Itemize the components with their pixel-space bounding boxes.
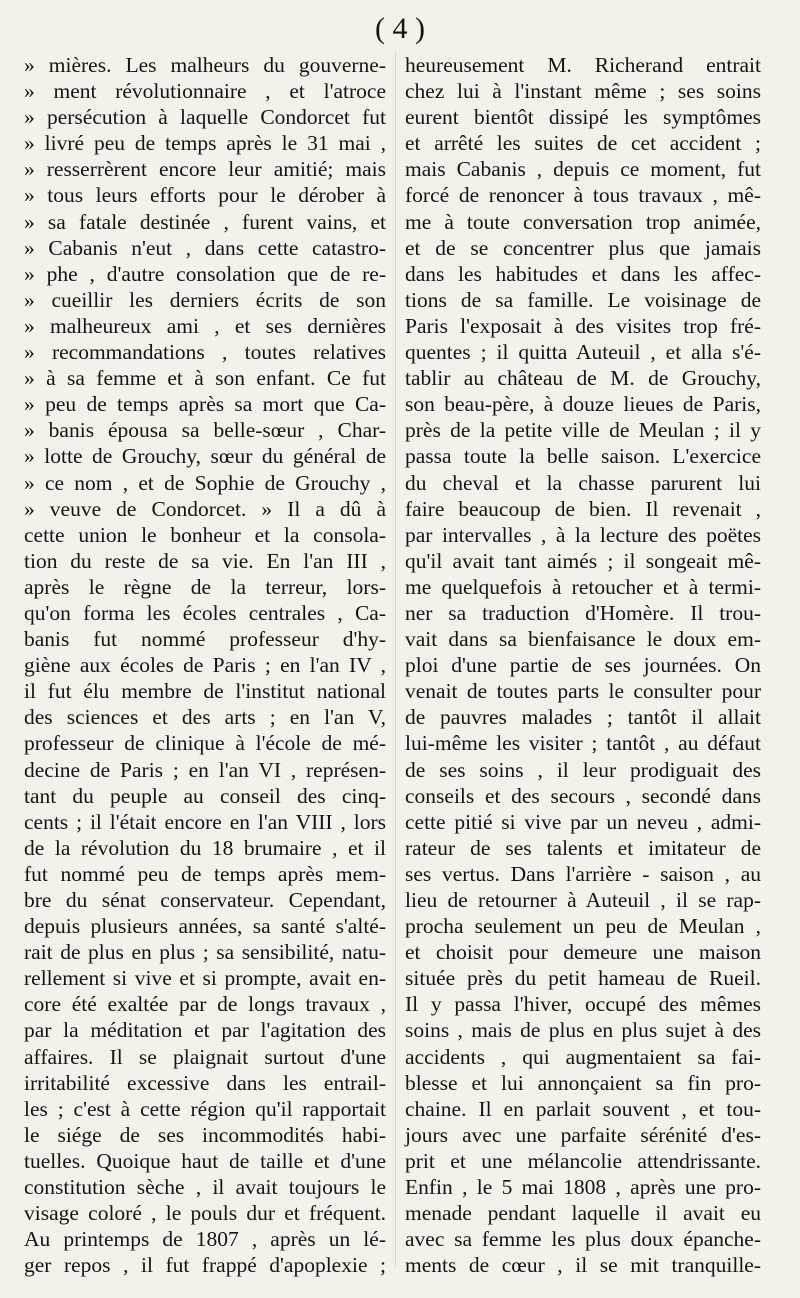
text-line: menade pendant laquelle il avait eu: [405, 1201, 761, 1226]
text-line: » recommandations , toutes relatives: [24, 340, 386, 365]
text-line: » sa fatale destinée , furent vains, et: [24, 209, 386, 234]
text-line: venait de toutes parts le consulter pour: [405, 679, 761, 704]
text-line: » veuve de Condorcet. » Il a dû à: [24, 496, 386, 521]
text-line: vait dans sa bienfaisance le doux em-: [405, 627, 761, 652]
text-line: Paris l'exposait à des visites trop fré-: [405, 313, 761, 338]
text-line: giène aux écoles de Paris ; en l'an IV ,: [24, 653, 386, 678]
text-line: » à sa femme et à son enfant. Ce fut: [24, 366, 386, 391]
text-line: me à toute conversation trop animée,: [405, 209, 761, 234]
text-line: tant du peuple au conseil des cinq-: [24, 783, 386, 808]
text-line: ner sa traduction d'Homère. Il trou-: [405, 600, 761, 625]
text-line: de la révolution du 18 brumaire , et il: [24, 835, 386, 860]
text-line: après le règne de la terreur, lors-: [24, 574, 386, 599]
right-text-column: [405, 52, 761, 1278]
text-line: lieu de retourner à Auteuil , il se rap-: [405, 888, 761, 912]
text-line: » Cabanis n'eut , dans cette catastro-: [24, 235, 386, 260]
text-line: cette union le bonheur et la consola-: [24, 522, 386, 547]
text-line: et choisit pour demeure une maison: [405, 940, 761, 965]
text-line: » ce nom , et de Sophie de Grouchy ,: [24, 470, 386, 495]
text-line: des sciences et des arts ; en l'an V,: [24, 705, 386, 730]
text-line: professeur de clinique à l'école de mé-: [24, 731, 386, 756]
text-line: visage coloré , le pouls dur et fréquent.: [24, 1201, 386, 1226]
text-line: irritabilité excessive dans les entrail-: [24, 1070, 386, 1095]
text-line: près de la petite ville de Meulan ; il y: [405, 418, 761, 443]
text-line: Au printemps de 1807 , après un lé-: [24, 1227, 386, 1252]
text-line: tuelles. Quoique haut de taille et d'une: [24, 1148, 386, 1173]
text-line: Enfin , le 5 mai 1808 , après une pro-: [405, 1175, 761, 1200]
text-line: lui-même les visiter ; tantôt , au défaut: [405, 731, 761, 756]
text-line: conseils et des secours , secondé dans: [405, 783, 761, 808]
text-line: heureusement M. Richerand entrait: [405, 53, 761, 77]
text-line: quentes ; il quitta Auteuil , et alla s'é-: [405, 340, 761, 365]
text-line: du cheval et la chasse parurent lui: [405, 470, 761, 495]
text-line: le siége de ses incommodités habi-: [24, 1122, 386, 1147]
text-line: dans les habitudes et dans les affec-: [405, 261, 761, 286]
text-line: » livré peu de temps après le 31 mai ,: [24, 131, 386, 156]
text-line: me quelquefois à retoucher et à termi-: [405, 574, 761, 599]
text-line: de ses soins , il leur prodiguait des: [405, 757, 761, 782]
text-line: cette pitié si vive par un neveu , admi-: [405, 809, 761, 834]
text-line: rateur de ses talents et imitateur de: [405, 835, 761, 860]
text-line: par la méditation et par l'agitation des: [24, 1018, 386, 1043]
text-line: chaine. Il en parlait souvent , et tou-: [405, 1096, 761, 1121]
text-line: prit et une mélancolie attendrissante.: [405, 1148, 761, 1173]
text-line: blesse et lui annonçaient sa fin pro-: [405, 1070, 761, 1095]
text-line: decine de Paris ; en l'an VI , représen-: [24, 757, 386, 782]
text-line: passa toute la belle saison. L'exercice: [405, 444, 761, 469]
text-line: ploi d'une partie de ses journées. On: [405, 653, 761, 678]
text-line: tions de sa famille. Le voisinage de: [405, 287, 761, 312]
text-line: fut nommé peu de temps après mem-: [24, 861, 386, 886]
text-line: il fut élu membre de l'institut national: [24, 679, 386, 704]
text-line: accidents , qui augmentaient sa fai-: [405, 1044, 761, 1069]
text-line: bre du sénat conservateur. Cependant,: [24, 888, 386, 912]
text-line: » mières. Les malheurs du gouverne-: [24, 53, 386, 77]
text-line: » persécution à laquelle Condorcet fut: [24, 105, 386, 130]
left-text-column: [24, 52, 386, 1278]
text-line: banis fut nommé professeur d'hy-: [24, 627, 386, 652]
text-line: cents ; il l'était encore en l'an VIII , lors: [24, 809, 386, 834]
text-line: soins , mais de plus en plus sujet à des: [405, 1018, 761, 1043]
text-line: ses vertus. Dans l'arrière - saison , au: [405, 861, 761, 886]
page-number: ( 4 ): [375, 12, 425, 45]
text-line: » resserrèrent encore leur amitié; mais: [24, 157, 386, 182]
text-line: son beau-père, à douze lieues de Paris,: [405, 392, 761, 417]
text-line: et de se concentrer plus que jamais: [405, 235, 761, 260]
text-line: constitution sèche , il avait toujours le: [24, 1175, 386, 1200]
text-line: qu'on forma les écoles centrales , Ca-: [24, 600, 386, 625]
text-line: rellement si vive et si prompte, avait en-: [24, 966, 386, 991]
text-line: tablir au château de M. de Grouchy,: [405, 366, 761, 391]
text-line: faire beaucoup de bien. Il revenait ,: [405, 496, 761, 521]
text-line: » ment révolutionnaire , et l'atroce: [24, 79, 386, 104]
text-line: affaires. Il se plaignait surtout d'une: [24, 1044, 386, 1069]
text-line: et arrêté les suites de cet accident ;: [405, 131, 761, 156]
text-line: de pauvres malades ; tantôt il allait: [405, 705, 761, 730]
text-line: qu'il avait tant aimés ; il songeait mê-: [405, 548, 761, 573]
text-line: » phe , d'autre consolation que de re-: [24, 261, 386, 286]
text-line: » peu de temps après sa mort que Ca-: [24, 392, 386, 417]
text-line: forcé de renoncer à tous travaux , mê-: [405, 183, 761, 208]
text-line: rait de plus en plus ; sa sensibilité, natu-: [24, 940, 386, 965]
text-line: tion du reste de sa vie. En l'an III ,: [24, 548, 386, 573]
text-line: » cueillir les derniers écrits de son: [24, 287, 386, 312]
text-line: depuis plusieurs années, sa santé s'alté-: [24, 914, 386, 939]
text-line: Il y passa l'hiver, occupé des mêmes: [405, 992, 761, 1017]
text-line: » malheureux ami , et ses dernières: [24, 313, 386, 338]
text-line: core été exaltée par de longs travaux ,: [24, 992, 386, 1017]
text-line: ments de cœur , il se mit tranquille-: [405, 1253, 761, 1278]
text-line: les ; c'est à cette région qu'il rapportait: [24, 1096, 386, 1121]
text-line: ger repos , il fut frappé d'apoplexie ;: [24, 1253, 386, 1278]
text-line: eurent bientôt dissipé les symptômes: [405, 105, 761, 130]
text-line: située près du petit hameau de Rueil.: [405, 966, 761, 991]
text-line: chez lui à l'instant même ; ses soins: [405, 79, 761, 104]
column-gutter: [395, 52, 396, 1267]
text-line: jours avec une parfaite sérénité d'es-: [405, 1122, 761, 1147]
text-line: avec sa femme les plus doux épanche-: [405, 1227, 761, 1252]
text-line: » tous leurs efforts pour le dérober à: [24, 183, 386, 208]
text-line: » lotte de Grouchy, sœur du général de: [24, 444, 386, 469]
text-line: mais Cabanis , depuis ce moment, fut: [405, 157, 761, 182]
text-line: » banis épousa sa belle-sœur , Char-: [24, 418, 386, 443]
text-line: procha seulement un peu de Meulan ,: [405, 914, 761, 939]
text-line: par intervalles , à la lecture des poëtes: [405, 522, 761, 547]
